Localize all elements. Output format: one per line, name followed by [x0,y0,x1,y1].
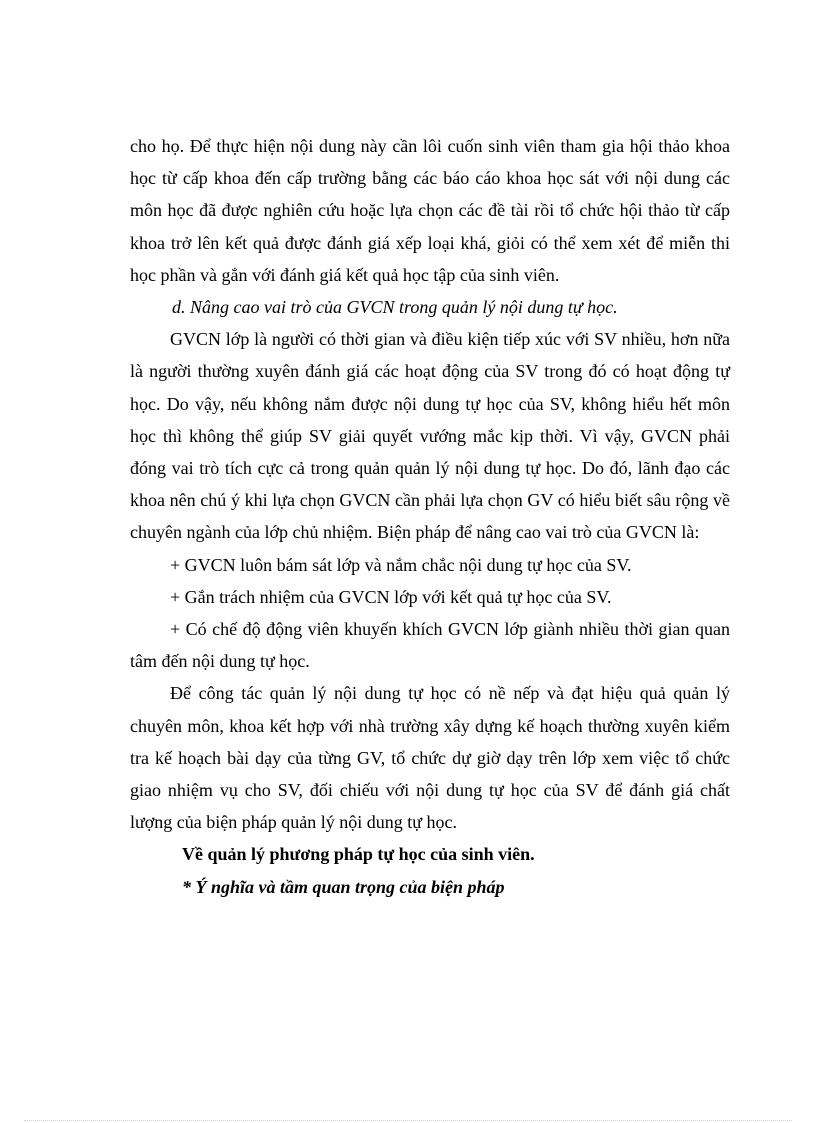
bullet-item-3: + Có chế độ động viên khuyến khích GVCN lớp giành nhiều thời gian quan tâm đến nội dung tự học. [130,619,730,672]
section-heading-method: Về quản lý phương pháp tự học của sinh viên. [182,844,535,865]
paragraph-gvcn-role: GVCN lớp là người có thời gian và điều kiện tiếp xúc với SV nhiều, hơn nữa là người thường xuyên đánh giá các hoạt động của SV trong đó có hoạt động tự học. Do vậy, nếu không nắm được nội dung tự học của SV, không hiểu hết môn học thì không thể giúp SV giải quyết vướng mắc kịp thời. Vì vậy, GVCN phải đóng vai trò tích cực cả trong quản quản lý nội dung tự học. Do đó, lãnh đạo các khoa nên chú ý khi lựa chọn GVCN cần phải lựa chọn GV có hiểu biết sâu rộng về chuyên ngành của lớp chủ nhiệm. Biện pháp để nâng cao vai trò của GVCN là: [130,329,730,543]
page-bottom-divider [24,1120,792,1121]
document-body [130,130,730,903]
section-heading-d: d. Nâng cao vai trò của GVCN trong quản lý nội dung tự học. [172,297,618,318]
paragraph-continuation: cho họ. Để thực hiện nội dung này cần lôi cuốn sinh viên tham gia hội thảo khoa học từ cấp khoa đến cấp trường bằng các báo cáo khoa học sát với nội dung các môn học đã được nghiên cứu hoặc lựa chọn các đề tài rồi tổ chức hội thảo từ cấp khoa trở lên kết quả được đánh giá xếp loại khá, giỏi có thể xem xét để miễn thi học phần và gắn với đánh giá kết quả học tập của sinh viên. [130,136,730,285]
bullet-item-1: + GVCN luôn bám sát lớp và nắm chắc nội dung tự học của SV. [170,554,632,575]
bullet-item-2: + Gắn trách nhiệm của GVCN lớp với kết quả tự học của SV. [170,586,612,607]
paragraph-management: Để công tác quản lý nội dung tự học có nề nếp và đạt hiệu quả quản lý chuyên môn, khoa kết hợp với nhà trường xây dựng kế hoạch thường xuyên kiểm tra kế hoạch bài dạy của từng GV, tổ chức dự giờ dạy trên lớp xem việc tổ chức giao nhiệm vụ cho SV, đối chiếu với nội dung tự học của SV để đánh giá chất lượng của biện pháp quản lý nội dung tự học. [130,683,730,833]
section-heading-meaning: * Ý nghĩa và tầm quan trọng của biện pháp [182,876,505,897]
